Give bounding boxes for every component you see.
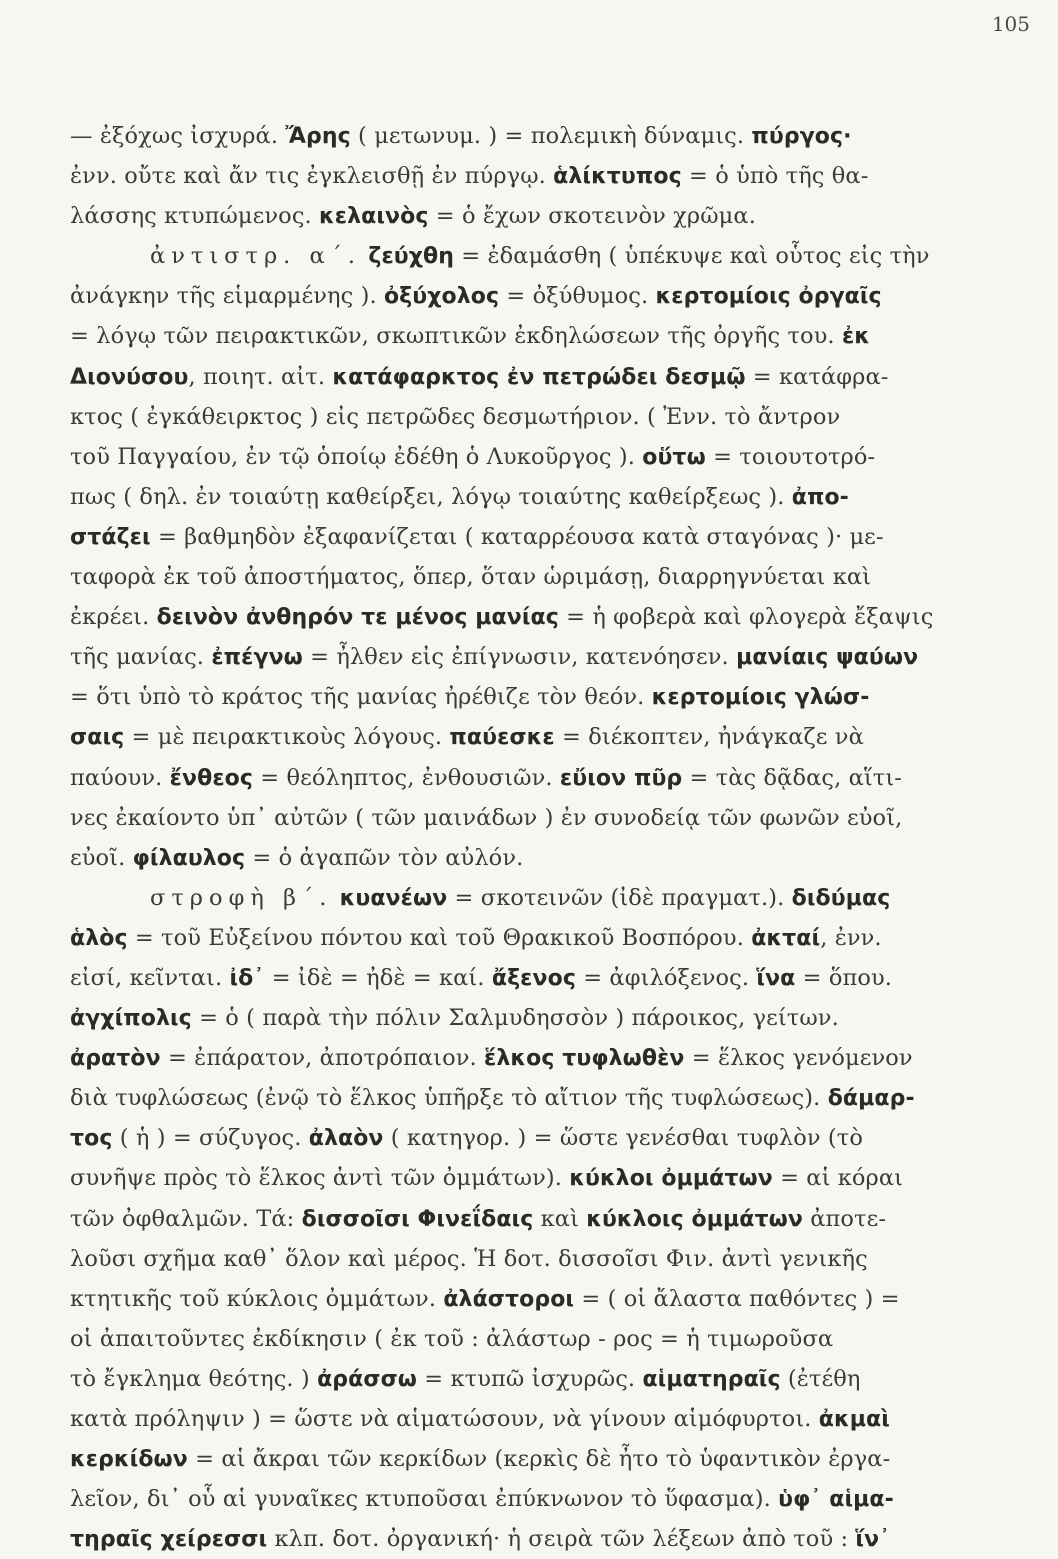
gloss-text: = τοῦ Εὐξείνου πόντου καὶ τοῦ Θρακικοῦ Βοσπόρου. bbox=[127, 924, 752, 951]
gloss-text: = ( οἱ ἄλαστα παθόντες ) = bbox=[574, 1285, 900, 1312]
text-line bbox=[70, 236, 990, 276]
headword: μανίαις ψαύων bbox=[736, 645, 919, 671]
gloss-text: λοῦσι σχῆμα καθ᾽ ὅλον καὶ μέρος. Ἡ δοτ. δισσοῖσι Φιν. ἀντὶ γενικῆς bbox=[70, 1245, 868, 1272]
headword: ὑφ᾽ αἱμα- bbox=[778, 1487, 894, 1513]
gloss-text: = λόγῳ τῶν πειρακτικῶν, σκωπτικῶν ἐκδηλώσεων τῆς ὀργῆς του. bbox=[70, 323, 842, 350]
headword: ζεύχθη bbox=[368, 244, 455, 270]
headword: ἀπο- bbox=[791, 484, 849, 510]
text-line bbox=[70, 357, 990, 397]
gloss-text: = μὲ πειρακτικοὺς λόγους. bbox=[124, 724, 450, 751]
headword: πύργος· bbox=[751, 124, 852, 149]
headword: κελαινὸς bbox=[319, 204, 429, 230]
gloss-text: τοῦ Παγγαίου, ἐν τῷ ὁποίῳ ἐδέθη ὁ Λυκοῦργος ). bbox=[70, 443, 643, 470]
gloss-text: καὶ bbox=[533, 1205, 587, 1232]
text-line bbox=[70, 1158, 990, 1198]
gloss-text: λάσσης κτυπώμενος. bbox=[70, 203, 320, 230]
headword: δισσοῖσι Φινεΐδαις bbox=[301, 1206, 534, 1232]
text-line bbox=[70, 196, 990, 236]
gloss-text: συνῆψε πρὸς τὸ ἕλκος ἀντὶ τῶν ὀμμάτων). bbox=[70, 1165, 570, 1192]
gloss-text: κτος ( ἐγκάθειρκτος ) εἰς πετρῶδες δεσμωτήριον. ( Ἐνν. τὸ ἄντρον bbox=[70, 403, 841, 430]
gloss-text bbox=[332, 885, 339, 911]
text-line bbox=[70, 276, 990, 316]
gloss-text: εἰσί, κεῖνται. bbox=[70, 964, 230, 991]
gloss-text: = ὅπου. bbox=[795, 964, 893, 991]
headword: διδύμας bbox=[791, 885, 891, 911]
gloss-text: ( ἡ ) = σύζυγος. bbox=[112, 1125, 309, 1152]
headword: αἱματηραῖς bbox=[642, 1366, 781, 1392]
headword: Ἄρης bbox=[285, 124, 351, 149]
gloss-text: = ἕλκος γενόμενον bbox=[684, 1045, 913, 1072]
headword: ὀξύχολος bbox=[383, 284, 500, 310]
text-line bbox=[70, 1279, 990, 1319]
gloss-text: = ἐπάρατον, ἀποτρόπαιον. bbox=[160, 1045, 485, 1072]
text-line bbox=[70, 316, 990, 356]
headword: ἔνθεος bbox=[169, 765, 254, 791]
headword: οὕτω bbox=[642, 444, 706, 470]
headword: ἕλκος τυφλωθὲν bbox=[484, 1046, 685, 1072]
gloss-text: οἱ ἀπαιτοῦντες ἐκδίκησιν ( ἐκ τοῦ : ἀλάστωρ - ρος = ἡ τιμωροῦσα bbox=[70, 1325, 834, 1352]
headword: παύεσκε bbox=[449, 725, 555, 751]
gloss-text: = κατάφρα- bbox=[745, 363, 889, 390]
text-line bbox=[70, 557, 990, 597]
gloss-text: ἀνάγκην τῆς εἱμαρμένης ). bbox=[70, 283, 384, 310]
gloss-text: ἐκρέει. bbox=[70, 604, 157, 631]
text-line bbox=[70, 517, 990, 557]
section-heading: στροφὴ β΄. bbox=[150, 884, 333, 911]
headword: κυανέων bbox=[339, 885, 448, 911]
gloss-text: = ἰδὲ = ἠδὲ = καί. bbox=[264, 964, 492, 991]
gloss-text: ἐνν. οὔτε καὶ ἄν τις ἐγκλεισθῇ ἐν πύργῳ. bbox=[70, 163, 554, 190]
commentary-text bbox=[70, 116, 990, 1559]
text-line bbox=[70, 1078, 990, 1118]
gloss-text: = αἱ κόραι bbox=[772, 1165, 904, 1192]
headword: ἁλὸς bbox=[70, 925, 128, 951]
gloss-text: = διέκοπτεν, ἠνάγκαζε νὰ bbox=[554, 724, 864, 751]
gloss-text: = σκοτεινῶν (ἰδὲ πραγματ.). bbox=[447, 884, 792, 911]
gloss-text: πως ( δηλ. ἐν τοιαύτῃ καθείρξει, λόγῳ τοιαύτης καθείρξεως ). bbox=[70, 483, 792, 510]
headword: ἐκ bbox=[841, 324, 871, 350]
gloss-text: = ἡ φοβερὰ καὶ φλογερὰ ἔξαψις bbox=[558, 604, 934, 631]
headword: κύκλοι ὀμμάτων bbox=[569, 1166, 773, 1192]
page-number: 105 bbox=[991, 12, 1030, 36]
gloss-text: κτητικῆς τοῦ κύκλοις ὀμμάτων. bbox=[70, 1285, 444, 1312]
text-line bbox=[70, 1439, 990, 1479]
gloss-text: = ὀξύθυμος. bbox=[499, 283, 656, 310]
gloss-text: = ὁ ( παρὰ τὴν πόλιν Σαλμυδησσὸν ) πάροικος, γείτων. bbox=[191, 1005, 839, 1032]
gloss-text: = θεόληπτος, ἐνθουσιῶν. bbox=[253, 764, 560, 791]
gloss-text: (ἐτέθη bbox=[780, 1365, 861, 1392]
headword: ἵν᾽ bbox=[855, 1527, 891, 1553]
headword: τηραῖς χείρεσσι bbox=[70, 1527, 268, 1553]
headword: ἁλίκτυπος bbox=[553, 164, 682, 190]
headword: ἀγχίπολις bbox=[70, 1006, 192, 1032]
text-line bbox=[70, 156, 990, 196]
headword: κατάφαρκτος ἐν πετρώδει δεσμῷ bbox=[332, 364, 746, 390]
headword: Διονύσου bbox=[70, 364, 189, 390]
text-line bbox=[70, 477, 990, 517]
headword: ἵνα bbox=[756, 965, 796, 991]
gloss-text: τῶν ὀφθαλμῶν. Τά: bbox=[70, 1205, 302, 1232]
gloss-text: = ἐδαμάσθη ( ὑπέκυψε καὶ οὗτος εἰς τὴν bbox=[454, 243, 930, 270]
gloss-text: παύουν. bbox=[70, 764, 170, 791]
gloss-text: = αἱ ἄκραι τῶν κερκίδων (κερκὶς δὲ ἦτο τὸ ὑφαντικὸν ἐργα- bbox=[187, 1446, 891, 1473]
text-line bbox=[70, 597, 990, 637]
text-line bbox=[70, 1199, 990, 1239]
gloss-text: ( μετωνυμ. ) = πολεμικὴ δύναμις. bbox=[350, 123, 752, 149]
gloss-text: ( κατηγορ. ) = ὥστε γενέσθαι τυφλὸν (τὸ bbox=[383, 1125, 864, 1152]
gloss-text: = κτυπῶ ἰσχυρῶς. bbox=[417, 1365, 643, 1392]
gloss-text: κατὰ πρόληψιν ) = ὥστε νὰ αἱματώσουν, νὰ γίνουν αἱμόφυρτοι. bbox=[70, 1406, 819, 1432]
text-line bbox=[70, 437, 990, 477]
text-line bbox=[70, 838, 990, 878]
headword: σαις bbox=[70, 725, 125, 751]
headword: ἀκταί bbox=[751, 925, 821, 951]
text-line bbox=[70, 1359, 990, 1399]
gloss-text: = ὁ ἔχων σκοτεινὸν χρῶμα. bbox=[428, 203, 756, 230]
headword: τος bbox=[70, 1126, 113, 1152]
gloss-text: = ἦλθεν εἰς ἐπίγνωσιν, κατενόησεν. bbox=[302, 644, 737, 671]
gloss-text: = ὅτι ὑπὸ τὸ κράτος τῆς μανίας ἠρέθιζε τὸν θεόν. bbox=[70, 684, 652, 711]
section-heading: ἀντιστρ. α΄. bbox=[150, 243, 362, 270]
text-line bbox=[70, 116, 990, 156]
text-line bbox=[70, 1399, 990, 1439]
gloss-text: = ὁ ὑπὸ τῆς θα- bbox=[681, 163, 869, 190]
gloss-text: διὰ τυφλώσεως (ἐνῷ τὸ ἕλκος ὑπῆρξε τὸ αἴτιον τῆς τυφλώσεως). bbox=[70, 1085, 828, 1112]
text-line bbox=[70, 677, 990, 717]
text-line bbox=[70, 958, 990, 998]
text-line bbox=[70, 1038, 990, 1078]
text-line bbox=[70, 758, 990, 798]
text-line bbox=[70, 878, 990, 918]
headword: κύκλοις ὀμμάτων bbox=[586, 1206, 803, 1232]
gloss-text: = βαθμηδὸν ἐξαφανίζεται ( καταρρέουσα κατὰ σταγόνας )· με- bbox=[150, 523, 884, 550]
text-line bbox=[70, 918, 990, 958]
gloss-text: = τὰς δᾷδας, αἵτι- bbox=[682, 764, 902, 791]
text-line bbox=[70, 717, 990, 757]
text-line bbox=[70, 1479, 990, 1519]
gloss-text: ταφορὰ ἐκ τοῦ ἀποστήματος, ὅπερ, ὅταν ὡριμάσῃ, διαρρηγνύεται καὶ bbox=[70, 564, 872, 591]
text-line bbox=[70, 1239, 990, 1279]
headword: εὔιον πῦρ bbox=[559, 765, 683, 791]
headword: κερκίδων bbox=[70, 1447, 188, 1473]
gloss-text: — ἐξόχως ἰσχυρά. bbox=[70, 123, 286, 149]
text-line bbox=[70, 998, 990, 1038]
headword: ἐπέγνω bbox=[211, 645, 303, 671]
text-line bbox=[70, 798, 990, 838]
text-line bbox=[70, 637, 990, 677]
gloss-text: κλπ. δοτ. ὀργανική· ἡ σειρὰ τῶν λέξεων ἀπὸ τοῦ : bbox=[267, 1526, 856, 1553]
headword: ἄξενος bbox=[491, 965, 576, 991]
gloss-text: λεῖον, δι᾽ οὗ αἱ γυναῖκες κτυποῦσαι ἐπύκνωνον τὸ ὕφασμα). bbox=[70, 1486, 779, 1513]
headword: ἰδ᾽ bbox=[229, 965, 265, 991]
gloss-text: τὸ ἔγκλημα θεότης. ) bbox=[70, 1365, 318, 1392]
headword: ἀλάστοροι bbox=[443, 1286, 575, 1312]
headword: φίλαυλος bbox=[132, 845, 246, 871]
text-line bbox=[70, 397, 990, 437]
headword: ἀρατὸν bbox=[70, 1046, 161, 1072]
gloss-text: τῆς μανίας. bbox=[70, 644, 212, 671]
text-line bbox=[70, 1319, 990, 1359]
headword: στάζει bbox=[70, 524, 151, 550]
headword: ἀκμαὶ bbox=[818, 1407, 890, 1432]
headword: δάμαρ- bbox=[827, 1086, 915, 1112]
headword: ἀλαὸν bbox=[308, 1126, 384, 1152]
gloss-text: , ποιητ. αἰτ. bbox=[188, 363, 333, 390]
gloss-text: ἀποτε- bbox=[802, 1205, 887, 1232]
text-line bbox=[70, 1519, 990, 1559]
gloss-text: νες ἐκαίοντο ὑπ᾽ αὐτῶν ( τῶν μαινάδων ) ἐν συνοδείᾳ τῶν φωνῶν εὐοῖ, bbox=[70, 804, 903, 831]
gloss-text: = ἀφιλόξενος. bbox=[575, 964, 757, 991]
gloss-text: , ἐνν. bbox=[820, 924, 882, 951]
text-line bbox=[70, 1118, 990, 1158]
gloss-text: εὐοῖ. bbox=[70, 844, 133, 871]
gloss-text: = ὁ ἀγαπῶν τὸν αὐλόν. bbox=[245, 844, 524, 871]
headword: ἀράσσω bbox=[317, 1366, 418, 1392]
headword: κερτομίοις ὀργαῖς bbox=[655, 284, 882, 310]
gloss-text: = τοιουτοτρό- bbox=[705, 443, 876, 470]
headword: κερτομίοις γλώσ- bbox=[651, 685, 870, 711]
headword: δεινὸν ἀνθηρόν τε μένος μανίας bbox=[156, 605, 559, 631]
